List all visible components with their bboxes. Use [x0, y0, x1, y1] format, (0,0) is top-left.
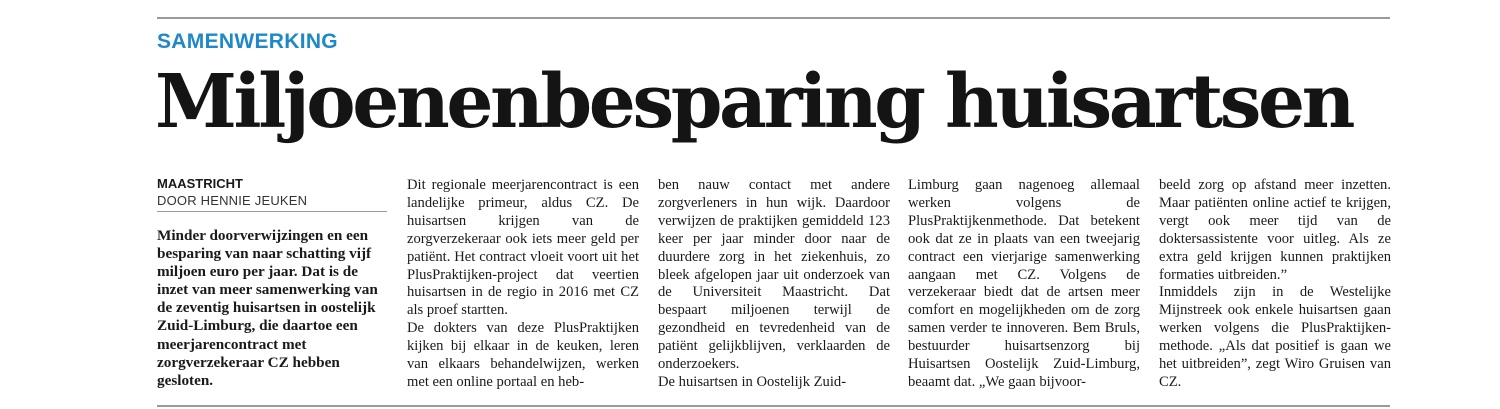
section-kicker: SAMENWERKING: [157, 30, 338, 53]
body-paragraph: Limburg gaan nagenoeg allemaal werken volgens de PlusPraktijkenmethode. Dat betekent ook dat ze in plaats van een tweejarig contract een vierjarige samenwerking aangaan met CZ. Volgens de verzekeraar biedt dat de artsen meer comfort en mogelijkheden om de zorg samen verder te innoveren. Bem Bruls, bestuurder huisartsenzorg bij Huisartsen Oostelijk Zuid-Limburg, beaamt dat. „We gaan bijvoor-: [908, 177, 1140, 390]
byline-rule: [157, 211, 387, 212]
body-paragraph: beeld zorg op afstand meer inzetten. Maar patiënten online actief te krijgen, vergt ook meer tijd van de doktersassistente voor uitleg. Als ze extra geld krijgen kunnen praktijken formaties uitbreiden.”: [1159, 177, 1391, 283]
body-paragraph: De huisartsen in Oostelijk Zuid-: [658, 373, 847, 390]
body-column-2: [658, 177, 890, 392]
byline: DOOR HENNIE JEUKEN: [157, 193, 308, 208]
top-rule: [157, 17, 1390, 19]
body-paragraph: Inmiddels zijn in de Westelijke Mijnstreek ook enkele huisartsen gaan werken volgens die PlusPraktijken-methode. „Als dat positief is gaan we het uitbreiden”, zegt Wiro Gruisen van CZ.: [1159, 284, 1391, 390]
headline: Miljoenenbesparing huisartsen: [155, 59, 1353, 145]
body-paragraph: De dokters van deze PlusPraktijken kijken bij elkaar in de keuken, leren van elkaars behandelwijzen, werken met een online portaal en heb-: [407, 320, 639, 390]
body-column-3: [908, 177, 1140, 392]
body-column-4: [1159, 177, 1391, 392]
body-column-1: [407, 177, 639, 392]
body-paragraph: ben nauw contact met andere zorgverleners in hun wijk. Daardoor verwijzen de praktijken gemiddeld 123 keer per jaar minder door naar de duurdere zorg in het ziekenhuis, zo bleek afgelopen jaar uit onderzoek van de Universiteit Maastricht. Dat bespaart miljoenen terwijl de gezondheid en tevredenheid van de patiënt gelijkblijven, verklaarden de onderzoekers.: [658, 177, 890, 373]
body-paragraph: Dit regionale meerjarencontract is een landelijke primeur, aldus CZ. De huisartsen krijgen van de zorgverzekeraar ook iets meer geld per patiënt. Het contract vloeit voort uit het PlusPraktijken-project dat veertien huisartsen in de regio in 2016 met CZ als proef startten.: [407, 177, 639, 319]
dateline: MAASTRICHT: [157, 176, 243, 191]
lead-text: Minder doorverwijzingen en een besparing van naar schatting vijf miljoen euro per jaar. Dat is de inzet van meer samenwerking van de zeventig huisartsen in oostelijk Zuid-Limburg, die daartoe een meerjarencontract met zorgverzekeraar CZ hebben gesloten.: [157, 227, 378, 389]
bottom-rule: [157, 405, 1390, 407]
lead-paragraph: [157, 227, 392, 390]
